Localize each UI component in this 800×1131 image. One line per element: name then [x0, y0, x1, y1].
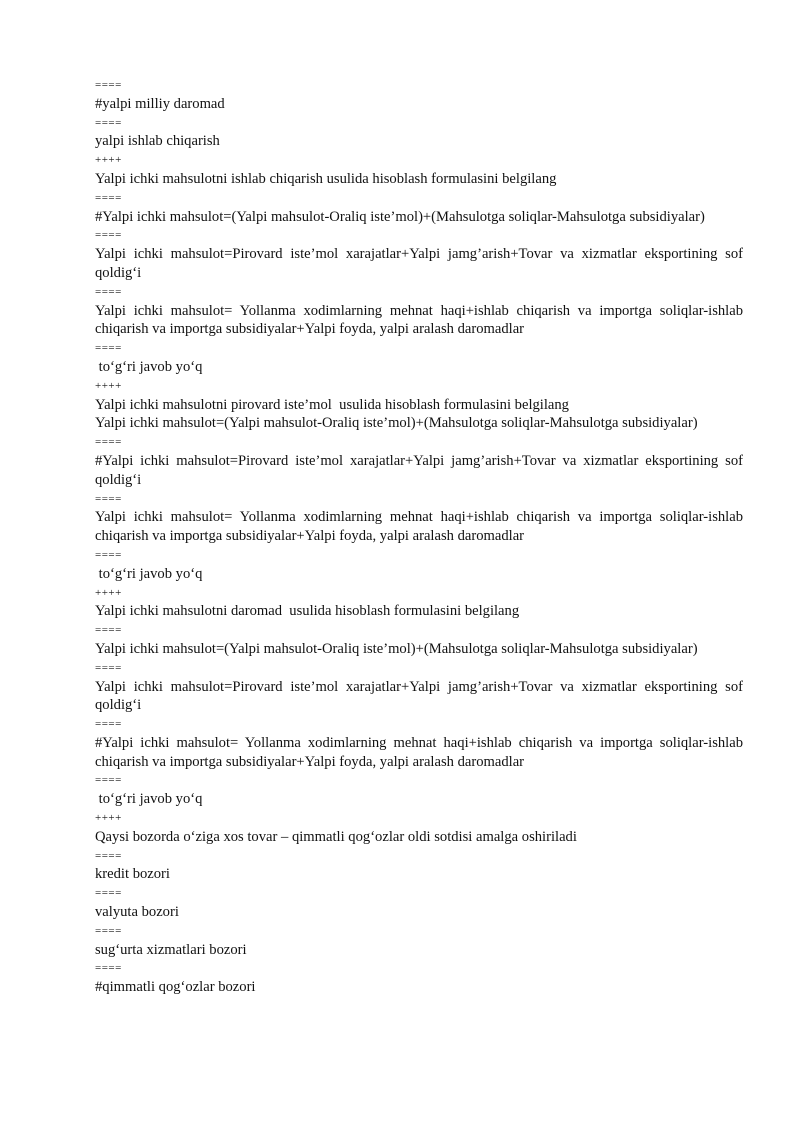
question-text: Yalpi ichki mahsulotni ishlab chiqarish usulida hisoblash formulasini belgilang — [95, 170, 557, 187]
separator: ==== — [95, 79, 122, 91]
answer-option: valyuta bozori — [95, 904, 179, 921]
separator: ==== — [95, 718, 122, 731]
answer-option: Yalpi ichki mahsulot=Pirovard iste’mol xarajatlar+Yalpi jamg’arish+Tovar va xizmatlar eksportining sof qoldig‘i — [95, 678, 743, 714]
answer-option: #yalpi milliy daromad — [95, 95, 225, 112]
separator: ==== — [95, 849, 122, 862]
answer-option: Yalpi ichki mahsulot= Yollanma xodimlarning mehnat haqi+ishlab chiqarish va importga soliqlar-ishlab chiqarish va importga subsidiyalar+Yalpi foyda, yalpi aralash daromadlar — [95, 509, 743, 545]
answer-option: Yalpi ichki mahsulot=(Yalpi mahsulot-Oraliq iste’mol)+(Mahsulotga soliqlar-Mahsulotga subsidiyalar) — [95, 640, 698, 657]
separator: ==== — [95, 492, 122, 505]
separator: ==== — [95, 436, 122, 449]
question-separator: ++++ — [95, 586, 122, 599]
answer-option: to‘g‘ri javob yo‘q — [95, 791, 203, 808]
question-text: Yalpi ichki mahsulotni pirovard iste’mol usulida hisoblash formulasini belgilang — [95, 396, 569, 413]
separator: ==== — [95, 924, 122, 937]
question-text: Qaysi bozorda o‘ziga xos tovar – qimmatli qog‘ozlar oldi sotdisi amalga oshiriladi — [95, 828, 577, 845]
question-text: Yalpi ichki mahsulotni daromad usulida hisoblash formulasini belgilang — [95, 603, 520, 620]
separator: ==== — [95, 116, 122, 129]
answer-option: Yalpi ichki mahsulot= Yollanma xodimlarning mehnat haqi+ishlab chiqarish va importga soliqlar-ishlab chiqarish va importga subsidiyalar+Yalpi foyda, yalpi aralash daromadlar — [95, 302, 743, 338]
document-page — [95, 76, 743, 997]
separator: ==== — [95, 191, 122, 204]
separator: ==== — [95, 229, 122, 242]
question-separator: ++++ — [95, 154, 122, 167]
answer-option: sug‘urta xizmatlari bozori — [95, 941, 247, 958]
answer-option: kredit bozori — [95, 866, 170, 883]
separator: ==== — [95, 962, 122, 975]
question-separator: ++++ — [95, 379, 122, 392]
separator: ==== — [95, 624, 122, 637]
separator: ==== — [95, 774, 122, 787]
answer-option: #Yalpi ichki mahsulot=Pirovard iste’mol xarajatlar+Yalpi jamg’arish+Tovar va xizmatlar eksportining sof qoldig‘i — [95, 452, 743, 488]
answer-option: Yalpi ichki mahsulot=(Yalpi mahsulot-Oraliq iste’mol)+(Mahsulotga soliqlar-Mahsulotga subsidiyalar) — [95, 415, 698, 432]
answer-option: #Yalpi ichki mahsulot=(Yalpi mahsulot-Oraliq iste’mol)+(Mahsulotga soliqlar-Mahsulotga subsidiyalar) — [95, 208, 705, 225]
question-separator: ++++ — [95, 812, 122, 825]
answer-option: to‘g‘ri javob yo‘q — [95, 358, 203, 375]
separator: ==== — [95, 285, 122, 298]
answer-option: yalpi ishlab chiqarish — [95, 133, 220, 150]
separator: ==== — [95, 661, 122, 674]
separator: ==== — [95, 548, 122, 561]
answer-option: #Yalpi ichki mahsulot= Yollanma xodimlarning mehnat haqi+ishlab chiqarish va importga soliqlar-ishlab chiqarish va importga subsidiyalar+Yalpi foyda, yalpi aralash daromadlar — [95, 734, 743, 770]
separator: ==== — [95, 342, 122, 355]
separator: ==== — [95, 887, 122, 900]
answer-option: Yalpi ichki mahsulot=Pirovard iste’mol xarajatlar+Yalpi jamg’arish+Tovar va xizmatlar eksportining sof qoldig‘i — [95, 246, 743, 281]
answer-option: #qimmatli qog‘ozlar bozori — [95, 979, 256, 996]
answer-option: to‘g‘ri javob yo‘q — [95, 565, 203, 582]
